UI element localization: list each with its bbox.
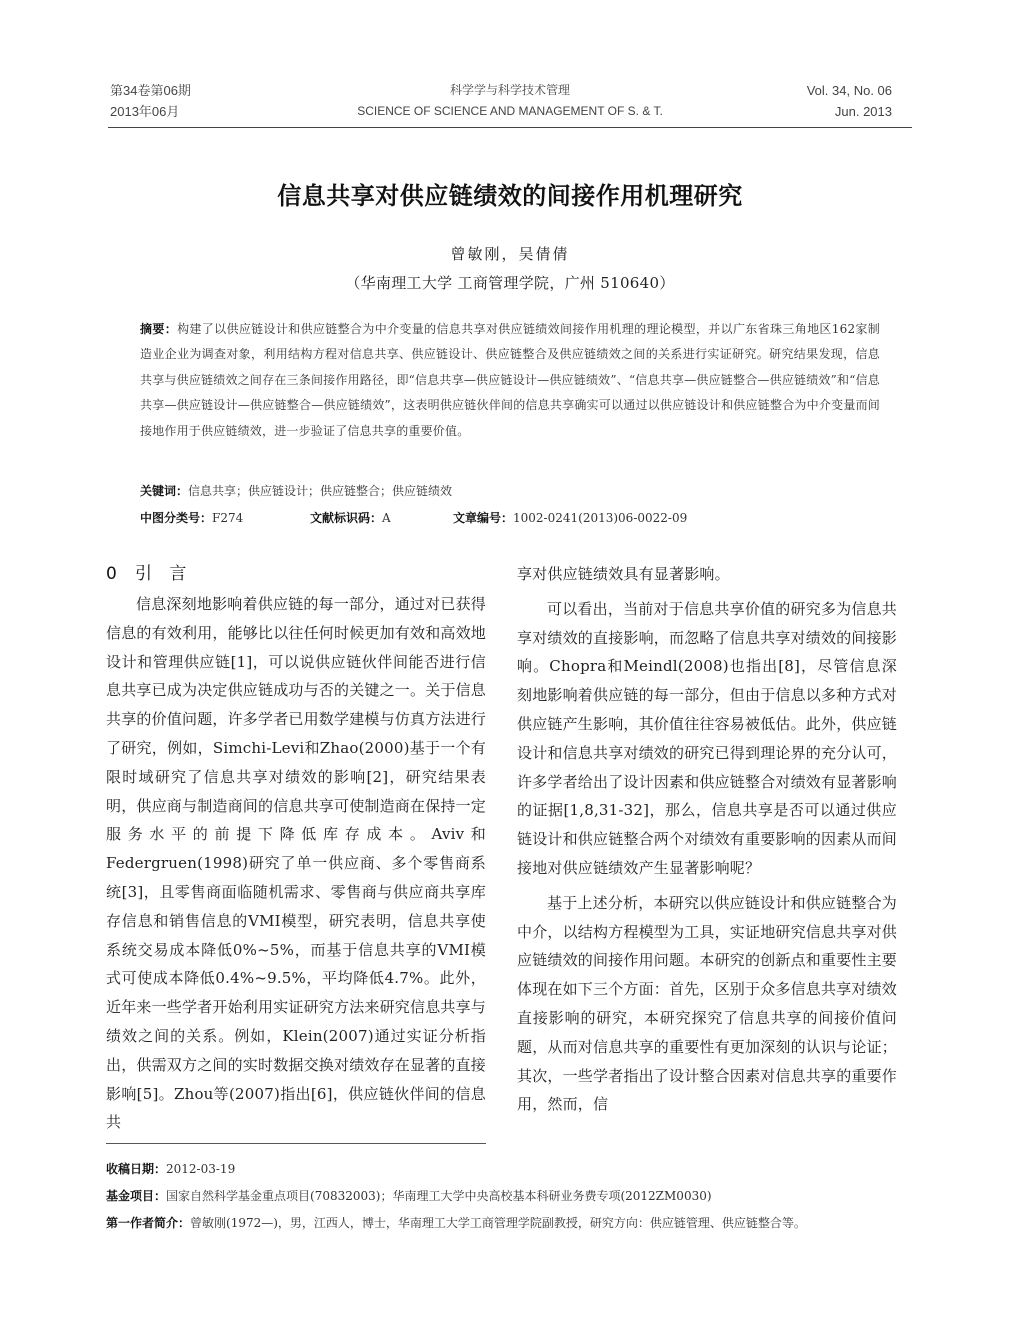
article-number <box>453 509 687 526</box>
article-number-label: 文章编号： <box>453 511 514 525</box>
volume-issue-en: Vol. 34, No. 06 <box>806 83 892 98</box>
journal-issue-en <box>807 80 892 122</box>
journal-name-en: SCIENCE OF SCIENCE AND MANAGEMENT OF S. & T. <box>357 104 663 118</box>
section-heading <box>106 560 486 588</box>
author-bio-label: 第一作者简介： <box>106 1216 191 1230</box>
abstract <box>140 317 880 444</box>
journal-name-cn: 科学学与科学技术管理 <box>449 83 570 97</box>
body-paragraph: 信息深刻地影响着供应链的每一部分，通过对已获得信息的有效利用，能够比以往任何时候更加有效和高效地设计和管理供应链[1]，可以说供应链伙伴间能否进行信息共享已成为决定供应链成功与否的关键之一。关于信息共享的价值问题，许多学者已用数学建模与仿真方法进行了研究，例如，Simchi-Levi和Zhao(2000)基于一个有限时域研究了信息共享对绩效的影响[2]，研究结果表明，供应商与制造商间的信息共享可使制造商在保持一定服务水平的前提下降低库存成本。Aviv和Federgruen(1998)研究了单一供应商、多个零售商系统[3]，且零售商面临随机需求、零售商与供应商共享库存信息和销售信息的VMI模型，研究表明，信息共享使系统交易成本降低0%~5%，而基于信息共享的VMI模式可使成本降低0.4%~9.5%，平均降低4.7%。此外，近年来一些学者开始利用实证研究方法来研究信息共享与绩效之间的关系。例如，Klein(2007)通过实证分析指出，供需双方之间的实时数据交换对绩效存在显著的直接影响[5]。Zhou等(2007)指出[6]，供应链伙伴间的信息共 <box>106 595 487 1132</box>
footnote-author <box>106 1214 926 1231</box>
date-cn: 2013年06月 <box>110 104 180 119</box>
footnote-rule <box>106 1143 486 1144</box>
article-number-value: 1002-0241(2013)06-0022-09 <box>513 511 688 525</box>
abstract-text: 构建了以供应链设计和供应链整合为中介变量的信息共享对供应链绩效间接作用机理的理论模型，并以广东省珠三角地区162家制造业企业为调查对象，利用结构方程对信息共享、供应链设计、供应链整合及供应链绩效之间的关系进行实证研究。研究结果发现，信息共享与供应链绩效之间存在三条间接作用路径，即“信息共享—供应链设计—供应链绩效”、“信息共享—供应链整合—供应链绩效”和“信息共享—供应链设计—供应链整合—供应链绩效”，这表明供应链伙伴间的信息共享确实可以通过以供应链设计和供应链整合为中介变量而间接地作用于供应链绩效，进一步验证了信息共享的重要价值。 <box>140 322 880 438</box>
document-code-label: 文献标识码： <box>310 511 383 525</box>
body-column-right <box>517 560 897 1119</box>
date-en: Jun. 2013 <box>834 104 892 119</box>
document-code <box>310 509 391 526</box>
document-code-value: A <box>382 511 391 525</box>
fund-label: 基金项目： <box>106 1189 167 1203</box>
section-title: 引 言 <box>135 564 187 584</box>
clc-number <box>140 509 243 526</box>
footnote-fund <box>106 1187 926 1204</box>
author-bio-text: 曾敏刚(1972—)，男，江西人，博士，华南理工大学工商管理学院副教授，研究方向：供应链管理、供应链整合等。 <box>190 1216 806 1230</box>
keywords <box>140 482 880 499</box>
body-column-left <box>106 560 486 1137</box>
paper-title: 信息共享对供应链绩效的间接作用机理研究 <box>277 182 743 210</box>
body-paragraph-continued: 享对供应链绩效具有显著影响。 <box>517 565 730 583</box>
received-date: 2012-03-19 <box>166 1162 236 1176</box>
body-paragraph: 基于上述分析，本研究以供应链设计和供应链整合为中介，以结构方程模型为工具，实证地研究信息共享对供应链绩效的间接作用问题。本研究的创新点和重要性主要体现在如下三个方面：首先，区别于众多信息共享对绩效直接影响的研究，本研究探究了信息共享的间接价值问题，从而对信息共享的重要性有更加深刻的认识与论证；其次，一些学者指出了设计整合因素对信息共享的重要作用，然而，信 <box>517 893 898 1114</box>
section-number: 0 <box>106 564 118 584</box>
paper-authors: 曾敏刚，吴倩倩 <box>450 245 570 263</box>
header-rule <box>108 127 912 128</box>
keywords-label: 关键词： <box>140 484 189 498</box>
fund-text: 国家自然科学基金重点项目(70832003)；华南理工大学中央高校基本科研业务费专项(2012ZM0030) <box>166 1189 712 1203</box>
clc-value: F274 <box>212 511 244 525</box>
volume-issue-cn: 第34卷第06期 <box>110 83 191 98</box>
footnote-received <box>106 1160 926 1177</box>
clc-label: 中图分类号： <box>140 511 213 525</box>
abstract-label: 摘要： <box>140 322 178 336</box>
received-label: 收稿日期： <box>106 1162 167 1176</box>
keywords-text: 信息共享；供应链设计；供应链整合；供应链绩效 <box>188 484 453 498</box>
body-paragraph: 可以看出，当前对于信息共享价值的研究多为信息共享对绩效的直接影响，而忽略了信息共享对绩效的间接影响。Chopra和Meindl(2008)也指出[8]，尽管信息深刻地影响着供应链的每一部分，但由于信息以多种方式对供应链产生影响，其价值往往容易被低估。此外，供应链设计和信息共享对绩效的研究已得到理论界的充分认可，许多学者给出了设计因素和供应链整合对绩效有显著影响的证据[1,8,31-32]，那么，信息共享是否可以通过供应链设计和供应链整合两个对绩效有重要影响的因素从而间接地对供应链绩效产生显著影响呢？ <box>517 599 898 877</box>
paper-affiliation: （华南理工大学 工商管理学院，广州 510640） <box>345 274 675 292</box>
